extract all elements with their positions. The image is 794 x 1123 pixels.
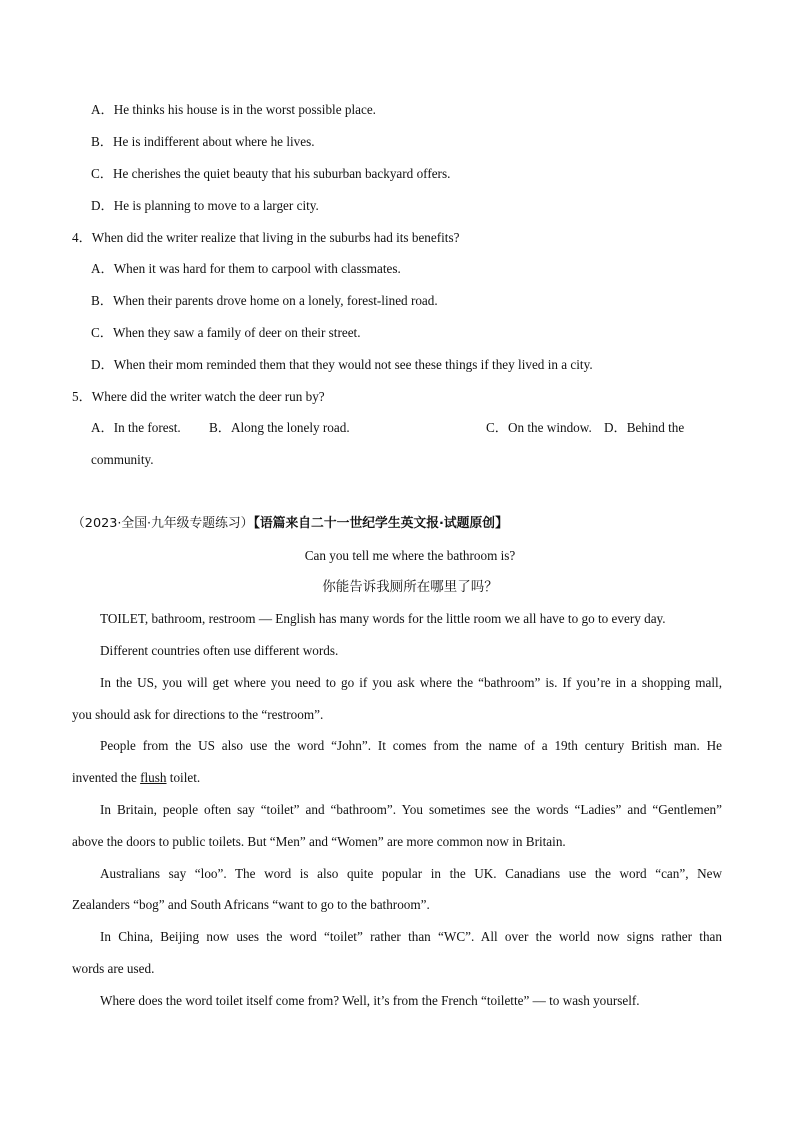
- passage-title-english: Can you tell me where the bathroom is?: [304, 548, 516, 563]
- paragraph-7-line-2: words are used.: [72, 961, 155, 976]
- paragraph-1: TOILET, bathroom, restroom — English has many words for the little room we all have to go to every day.: [100, 611, 666, 626]
- paragraph-4-line-1: People from the US also use the word “John”. It comes from the name of a 19th century British man. He: [100, 738, 722, 753]
- p4-text-post: toilet.: [166, 770, 201, 785]
- passage-title-chinese: 你能告诉我厕所在哪里了吗？: [322, 579, 498, 595]
- q5-option-c: C．On the window.: [486, 420, 592, 435]
- paragraph-5-line-1: In Britain, people often say “toilet” and “bathroom”. You sometimes see the words “Ladies” and “Gentlemen”: [100, 802, 722, 817]
- q3-option-a: A．He thinks his house is in the worst possible place.: [91, 102, 376, 117]
- passage-source: [72, 515, 508, 533]
- underlined-word-flush: flush: [140, 770, 167, 785]
- paragraph-3-line-2: you should ask for directions to the “restroom”.: [72, 707, 324, 722]
- q3-option-b: B．He is indifferent about where he lives.: [91, 134, 315, 149]
- q4-option-d: D．When their mom reminded them that they would not see these things if they lived in a city.: [91, 357, 593, 372]
- paragraph-6-line-2: Zealanders “bog” and South Africans “want to go to the bathroom”.: [72, 897, 430, 912]
- q5-option-d-continued: community.: [91, 452, 154, 467]
- q3-option-c: C．He cherishes the quiet beauty that his suburban backyard offers.: [91, 166, 451, 181]
- q4-option-b: B．When their parents drove home on a lonely, forest-lined road.: [91, 293, 438, 308]
- source-prefix: （2023·全国·九年级专题练习）: [72, 516, 254, 531]
- paragraph-8: Where does the word toilet itself come from? Well, it’s from the French “toilette” — to wash yourself.: [100, 993, 640, 1008]
- paragraph-2: Different countries often use different words.: [100, 643, 339, 658]
- source-bold: 【语篇来自二十一世纪学生英文报·试题原创】: [253, 516, 508, 531]
- q5-option-d: D．Behind the: [604, 420, 685, 435]
- paragraph-4-line-2: [72, 769, 200, 787]
- q5-option-a: A．In the forest.: [91, 420, 181, 435]
- paragraph-3-line-1: In the US, you will get where you need to go if you ask where the “bathroom” is. If you’re in a shopping mall,: [100, 675, 722, 690]
- paragraph-6-line-1: Australians say “loo”. The word is also quite popular in the UK. Canadians use the word “can”, New: [100, 866, 722, 881]
- q3-option-d: D．He is planning to move to a larger city.: [91, 198, 319, 213]
- q4-stem: 4．When did the writer realize that living in the suburbs had its benefits?: [72, 230, 460, 245]
- p4-text-pre: invented the: [72, 770, 141, 785]
- q4-option-c: C．When they saw a family of deer on their street.: [91, 325, 361, 340]
- paragraph-7-line-1: In China, Beijing now uses the word “toilet” rather than “WC”. All over the world now signs rather than: [100, 929, 722, 944]
- q5-option-b: B．Along the lonely road.: [209, 420, 350, 435]
- q4-option-a: A．When it was hard for them to carpool with classmates.: [91, 261, 401, 276]
- q5-stem: 5．Where did the writer watch the deer run by?: [72, 389, 325, 404]
- paragraph-5-line-2: above the doors to public toilets. But “Men” and “Women” are more common now in Britain.: [72, 834, 566, 849]
